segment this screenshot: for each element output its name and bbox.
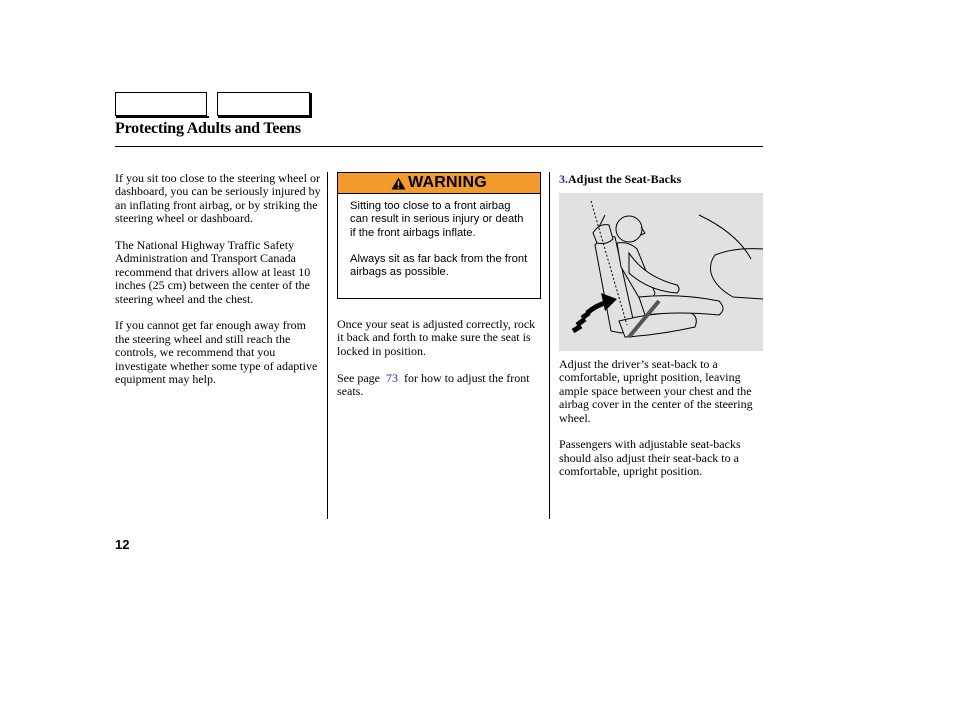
column-2-text (337, 318, 542, 412)
column-divider-2 (549, 172, 550, 519)
warning-triangle-icon (391, 177, 406, 190)
warning-box (337, 172, 541, 299)
nav-tab-1[interactable] (115, 92, 207, 116)
warning-text: Always sit as far back from the front airbags as possible. (350, 253, 528, 279)
page-number: 12 (115, 537, 130, 552)
warning-header (338, 173, 540, 194)
page-link[interactable]: 73 (385, 370, 398, 385)
paragraph: If you cannot get far enough away from the steering wheel and still reach the controls, we recommend that you investigate whether some type of adaptive equipment may help. (115, 318, 318, 387)
column-3-text (559, 358, 759, 492)
step-title: Adjust the Seat-Backs (568, 172, 682, 186)
seat-back-adjustment-illustration (559, 193, 763, 351)
paragraph: If you sit too close to the steering wheel or dashboard, you can be seriously injured by an inflating front airbag, or by striking the steering wheel or dashboard. (115, 171, 321, 226)
step-number: 3. (559, 172, 568, 186)
seat-illustration-svg (559, 193, 763, 351)
step-heading (559, 172, 681, 187)
nav-tab-2[interactable] (217, 92, 310, 116)
warning-body (338, 194, 540, 280)
see-page-prefix: See page (337, 370, 380, 385)
page-title: Protecting Adults and Teens (115, 120, 301, 137)
see-page-suffix: for how to adjust the front seats. (337, 370, 530, 399)
warning-text: Sitting too close to a front airbag can result in serious injury or death if the front airbags inflate. (350, 200, 524, 239)
column-1-text (115, 172, 323, 400)
paragraph: Once your seat is adjusted correctly, rock it back and forth to make sure the seat is locked in position. (337, 317, 536, 358)
paragraph: The National Highway Traffic Safety Administration and Transport Canada recommend that drivers allow at least 10 inches (25 cm) between the center of the steering wheel and the chest. (115, 238, 311, 306)
warning-label: WARNING (408, 174, 487, 191)
column-divider-1 (327, 172, 328, 519)
title-divider (115, 146, 763, 147)
see-page-paragraph (337, 372, 542, 399)
paragraph: Adjust the driver’s seat-back to a comfortable, upright position, leaving ample space between your chest and the airbag cover in the center of the steering wheel. (559, 357, 753, 425)
paragraph: Passengers with adjustable seat-backs should also adjust their seat-back to a comfortable, upright position. (559, 437, 741, 479)
